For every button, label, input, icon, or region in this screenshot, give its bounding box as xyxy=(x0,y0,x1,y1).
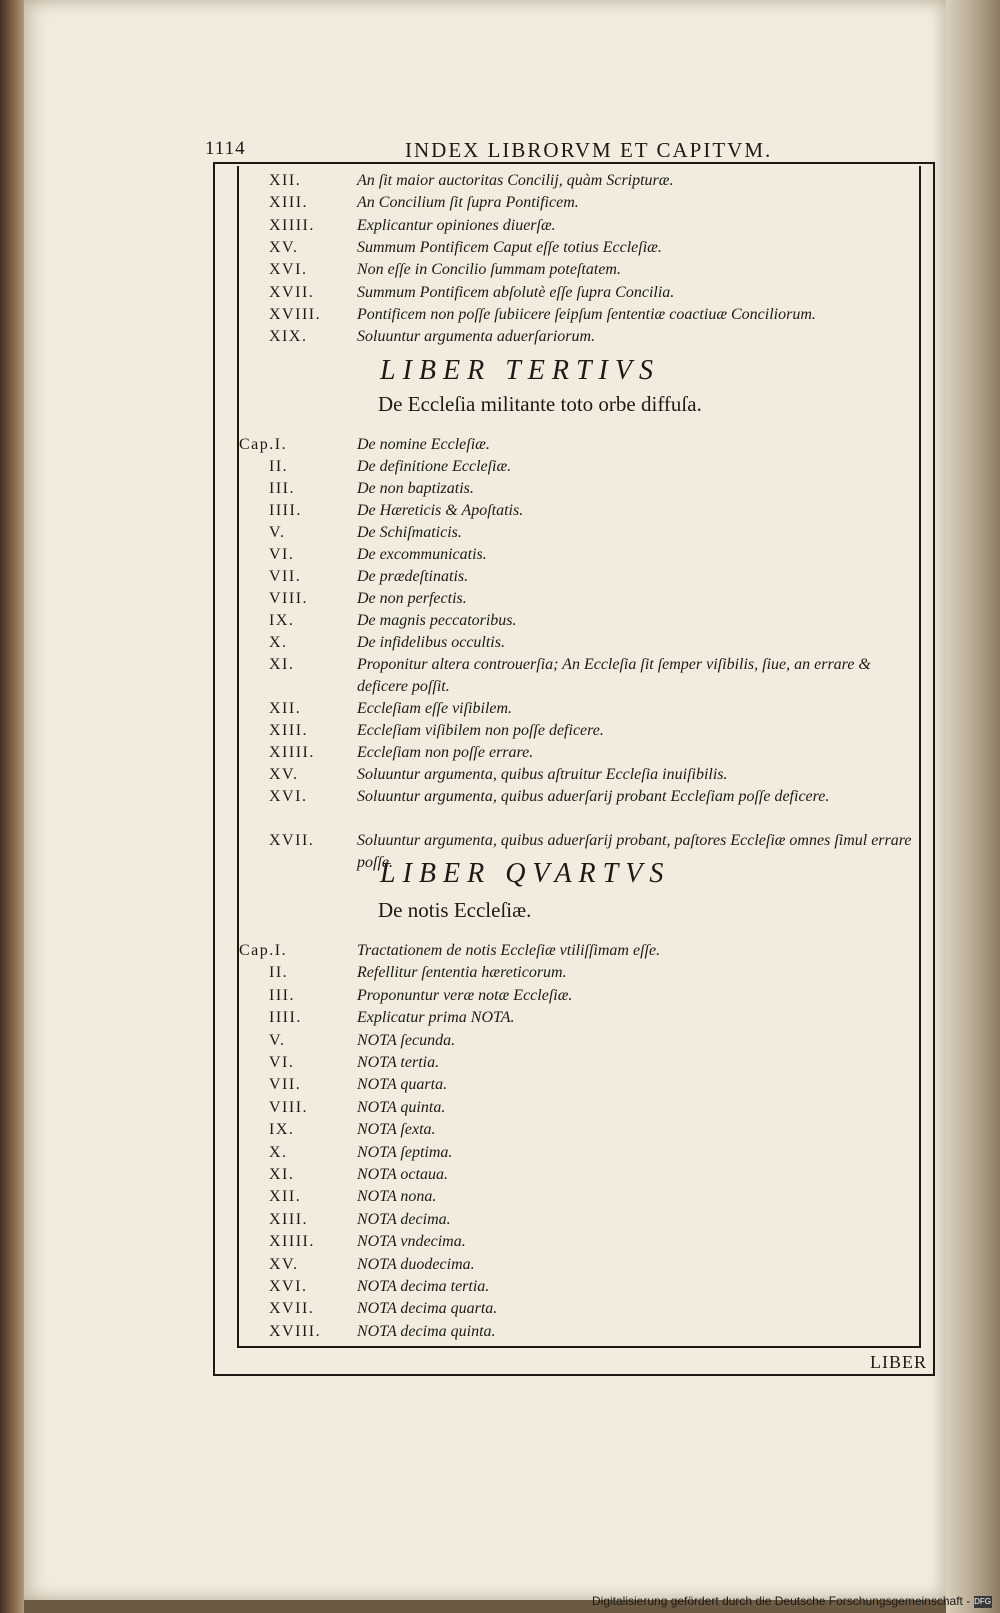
chapter-title: De non perfectis. xyxy=(357,590,467,607)
chapter-title: NOTA ſeptima. xyxy=(357,1143,453,1161)
chapter-number: XIX. xyxy=(269,328,308,346)
chapter-title: De excommunicatis. xyxy=(357,546,487,563)
index-row xyxy=(245,478,985,500)
index-row xyxy=(239,434,985,456)
index-row xyxy=(245,786,985,808)
chapter-title: De magnis peccatoribus. xyxy=(357,612,517,629)
chapter-number: XI. xyxy=(269,656,295,673)
chapter-number: XV. xyxy=(269,766,299,783)
chapter-title: NOTA quarta. xyxy=(357,1076,448,1094)
chapter-title: An Concilium ſit ſupra Pontificem. xyxy=(357,194,579,212)
chapter-number: IX. xyxy=(269,612,295,629)
book-edge-left xyxy=(0,0,24,1613)
chapter-title: Eccleſiam non poſſe errare. xyxy=(357,744,534,761)
chapter-number: V. xyxy=(269,524,286,541)
chapter-title: Proponuntur veræ notæ Eccleſiæ. xyxy=(357,986,573,1004)
chapter-number: XVI. xyxy=(269,788,308,805)
index-row xyxy=(239,940,985,962)
chapter-title: Pontificem non poſſe ſubiicere ſeipſum ſententiæ coactiuæ Conciliorum. xyxy=(357,305,816,323)
chapter-title: Proponitur altera controuerſia; An Eccleſia ſit ſemper viſibilis, ſiue, an errare & deficere poſſit. xyxy=(357,656,871,695)
chapter-number: XVIII. xyxy=(269,305,322,323)
index-row xyxy=(245,1321,985,1343)
chapter-number: XIII. xyxy=(269,194,309,212)
chapter-title: Refellitur ſententia hæreticorum. xyxy=(357,964,567,982)
chapter-title: NOTA tertia. xyxy=(357,1054,440,1071)
chapter-title: De definitione Eccleſiæ. xyxy=(357,458,512,475)
chapter-number: X. xyxy=(269,1143,288,1161)
footer xyxy=(592,1594,992,1608)
chapter-title: NOTA nona. xyxy=(357,1188,437,1206)
chapter-title: NOTA decima tertia. xyxy=(357,1278,490,1295)
index-row xyxy=(245,1030,985,1052)
chapter-number: Cap.I. xyxy=(239,942,288,959)
index-row xyxy=(245,654,985,695)
index-row xyxy=(245,830,985,871)
chapter-title: Soluuntur argumenta, quibus aduerſarij probant Eccleſiam poſſe deficere. xyxy=(357,788,830,805)
index-row xyxy=(245,215,985,237)
chapter-title: Soluuntur argumenta, quibus aduerſarij probant, paſtores Eccleſiæ omnes ſimul errare poſſe. xyxy=(357,832,912,871)
chapter-number: VI. xyxy=(269,1054,295,1071)
chapter-number: IIII. xyxy=(269,1009,302,1027)
index-row xyxy=(245,1119,985,1141)
chapter-number: XI. xyxy=(269,1166,295,1183)
chapter-number: XIIII. xyxy=(269,744,315,761)
index-row xyxy=(245,1276,985,1298)
index-row xyxy=(245,282,985,304)
chapter-number: V. xyxy=(269,1031,286,1049)
index-row xyxy=(245,588,985,610)
footer-text: Digitalisierung gefördert durch die Deutsche Forschungsgemeinschaft - xyxy=(592,1594,971,1608)
chapter-number: XVI. xyxy=(269,1278,308,1295)
index-row xyxy=(245,610,985,632)
chapter-number: IIII. xyxy=(269,502,302,519)
chapter-number: XII. xyxy=(269,1188,302,1206)
chapter-number: VI. xyxy=(269,546,295,563)
index-row xyxy=(245,1164,985,1186)
chapter-number: III. xyxy=(269,986,295,1004)
chapter-number: XII. xyxy=(269,172,302,189)
chapter-title: NOTA vndecima. xyxy=(357,1233,466,1251)
index-row xyxy=(245,456,985,478)
index-row xyxy=(245,1142,985,1164)
chapter-number: X. xyxy=(269,634,288,651)
index-row xyxy=(245,1209,985,1231)
index-row xyxy=(245,698,985,720)
chapter-title: NOTA decima quarta. xyxy=(357,1300,498,1318)
chapter-number: II. xyxy=(269,964,289,982)
chapter-number: VII. xyxy=(269,568,302,585)
chapter-title: NOTA ſexta. xyxy=(357,1121,436,1139)
index-row xyxy=(245,632,985,654)
chapter-title: NOTA duodecima. xyxy=(357,1255,475,1273)
book-heading: LIBER QVARTVS xyxy=(380,858,671,889)
chapter-number: XVI. xyxy=(269,261,308,279)
dfg-logo-icon: DFG xyxy=(974,1596,991,1606)
index-row xyxy=(245,1052,985,1074)
chapter-number: XII. xyxy=(269,700,302,717)
index-row xyxy=(245,1298,985,1320)
chapter-number: VIII. xyxy=(269,1098,309,1116)
book-subtitle: De Eccleſia militante toto orbe diffuſa. xyxy=(378,392,702,416)
chapter-title: De non baptizatis. xyxy=(357,480,474,497)
index-row xyxy=(245,1097,985,1119)
chapter-number: XIII. xyxy=(269,1210,309,1228)
index-row xyxy=(245,522,985,544)
index-row xyxy=(245,544,985,566)
chapter-title: De nomine Eccleſiæ. xyxy=(357,436,490,453)
chapter-number: XVIII. xyxy=(269,1322,322,1340)
page-number: 1114 xyxy=(205,138,246,159)
index-row xyxy=(245,1254,985,1276)
chapter-number: XVII. xyxy=(269,1300,315,1318)
index-row xyxy=(245,742,985,764)
index-row xyxy=(245,764,985,786)
chapter-title: NOTA quinta. xyxy=(357,1098,446,1116)
chapter-number: VIII. xyxy=(269,590,309,607)
chapter-title: NOTA decima. xyxy=(357,1210,451,1228)
running-head: INDEX LIBRORVM ET CAPITVM. xyxy=(405,138,773,162)
index-row xyxy=(245,1007,985,1029)
chapter-number: VII. xyxy=(269,1076,302,1094)
chapter-number: XIIII. xyxy=(269,216,315,234)
chapter-title: De prædeſtinatis. xyxy=(357,568,469,585)
chapter-number: XV. xyxy=(269,238,299,256)
chapter-title: Explicantur opiniones diuerſæ. xyxy=(357,216,556,234)
chapter-title: NOTA decima quinta. xyxy=(357,1322,496,1340)
index-row xyxy=(245,1186,985,1208)
chapter-title: De Hæreticis & Apoſtatis. xyxy=(357,502,524,519)
index-row xyxy=(245,237,985,259)
chapter-number: Cap.I. xyxy=(239,436,288,453)
index-row xyxy=(245,1231,985,1253)
index-row xyxy=(245,170,985,192)
chapter-title: Summum Pontificem abſolutè eſſe ſupra Concilia. xyxy=(357,283,675,301)
book-heading: LIBER TERTIVS xyxy=(380,355,660,386)
index-row xyxy=(245,985,985,1007)
chapter-title: De Schiſmaticis. xyxy=(357,524,462,541)
chapter-title: NOTA octaua. xyxy=(357,1166,448,1183)
index-row xyxy=(245,1074,985,1096)
chapter-number: II. xyxy=(269,458,289,475)
index-row xyxy=(245,326,985,348)
chapter-title: Soluuntur argumenta aduerſariorum. xyxy=(357,328,596,346)
chapter-title: Eccleſiam viſibilem non poſſe deficere. xyxy=(357,722,604,739)
chapter-title: Summum Pontificem Caput eſſe totius Eccleſiæ. xyxy=(357,238,662,256)
catchword: LIBER xyxy=(870,1352,927,1372)
chapter-title: Soluuntur argumenta, quibus aſtruitur Eccleſia inuiſibilis. xyxy=(357,766,728,783)
index-content xyxy=(239,0,945,1400)
index-row xyxy=(245,192,985,214)
index-row xyxy=(245,500,985,522)
chapter-title: Non eſſe in Concilio ſummam poteſtatem. xyxy=(357,261,621,279)
book-subtitle: De notis Eccleſiæ. xyxy=(378,898,532,922)
chapter-title: Tractationem de notis Eccleſiæ vtiliſſimam eſſe. xyxy=(357,942,661,959)
chapter-title: Eccleſiam eſſe viſibilem. xyxy=(357,700,513,717)
chapter-title: Explicatur prima NOTA. xyxy=(357,1009,515,1027)
index-row xyxy=(245,962,985,984)
chapter-number: III. xyxy=(269,480,295,497)
chapter-title: NOTA ſecunda. xyxy=(357,1031,456,1049)
chapter-title: An ſit maior auctoritas Concilij, quàm Scripturæ. xyxy=(357,172,674,189)
index-row xyxy=(245,566,985,588)
index-row xyxy=(245,304,985,326)
index-row xyxy=(245,259,985,281)
chapter-title: De infidelibus occultis. xyxy=(357,634,505,651)
chapter-number: XIII. xyxy=(269,722,309,739)
chapter-number: XV. xyxy=(269,1255,299,1273)
chapter-number: XVII. xyxy=(269,283,315,301)
chapter-number: XVII. xyxy=(269,832,315,849)
chapter-number: XIIII. xyxy=(269,1233,315,1251)
index-row xyxy=(245,720,985,742)
chapter-number: IX. xyxy=(269,1121,295,1139)
